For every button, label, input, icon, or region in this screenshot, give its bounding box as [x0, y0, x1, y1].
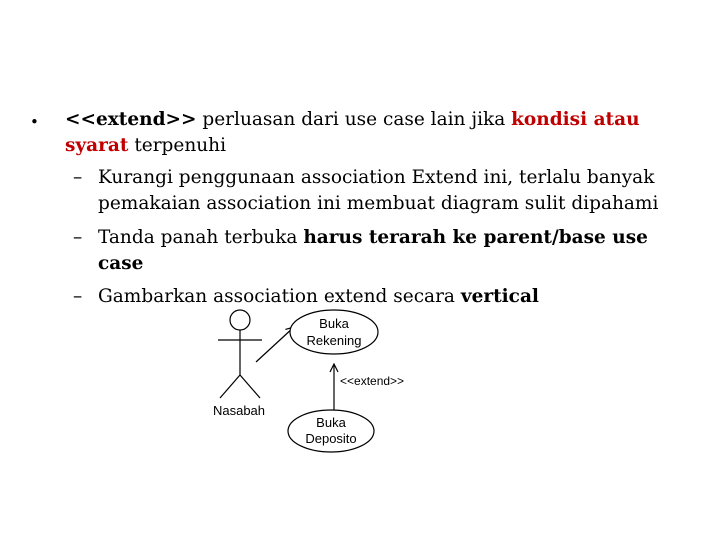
usecase-top-line-1: Buka: [319, 316, 349, 331]
extend-keyword: <<extend>>: [65, 109, 197, 130]
sub-item-2-line-2: case: [98, 253, 144, 274]
extend-label: <<extend>>: [340, 374, 405, 388]
association-arrow: [256, 327, 294, 362]
highlight-condition: kondisi atau: [511, 109, 640, 130]
sub-item-2-bold: harus terarah ke parent/base use: [303, 227, 648, 248]
sub-item-1-line-2: pemakaian association ini membuat diagram sulit dipahami: [98, 193, 659, 214]
actor-label: Nasabah: [212, 403, 266, 418]
actor-leg-left: [220, 375, 240, 398]
highlight-syarat: syarat: [65, 135, 129, 156]
bullet-marker: •: [30, 113, 39, 131]
sub-item-2-text: Tanda panah terbuka: [98, 227, 304, 248]
sub-item-3-bold: vertical: [460, 286, 539, 307]
dash-1: –: [73, 167, 83, 188]
bullet-line-2-text: terpenuhi: [128, 135, 226, 156]
usecase-bottom-line-2: Deposito: [305, 431, 357, 446]
dash-2: –: [73, 227, 83, 248]
usecase-top-line-2: Rekening: [306, 333, 362, 348]
actor-leg-right: [240, 375, 260, 398]
actor-figure: [218, 310, 262, 398]
actor-head: [230, 310, 250, 330]
sub-item-1-line-1: Kurangi penggunaan association Extend ini, terlalu banyak: [98, 167, 655, 188]
usecase-bottom-line-1: Buka: [316, 415, 346, 430]
bullet-line-1-text: perluasan dari use case lain jika: [196, 109, 512, 130]
dash-3: –: [73, 286, 83, 307]
sub-item-3-text: Gambarkan association extend secara: [98, 286, 461, 307]
